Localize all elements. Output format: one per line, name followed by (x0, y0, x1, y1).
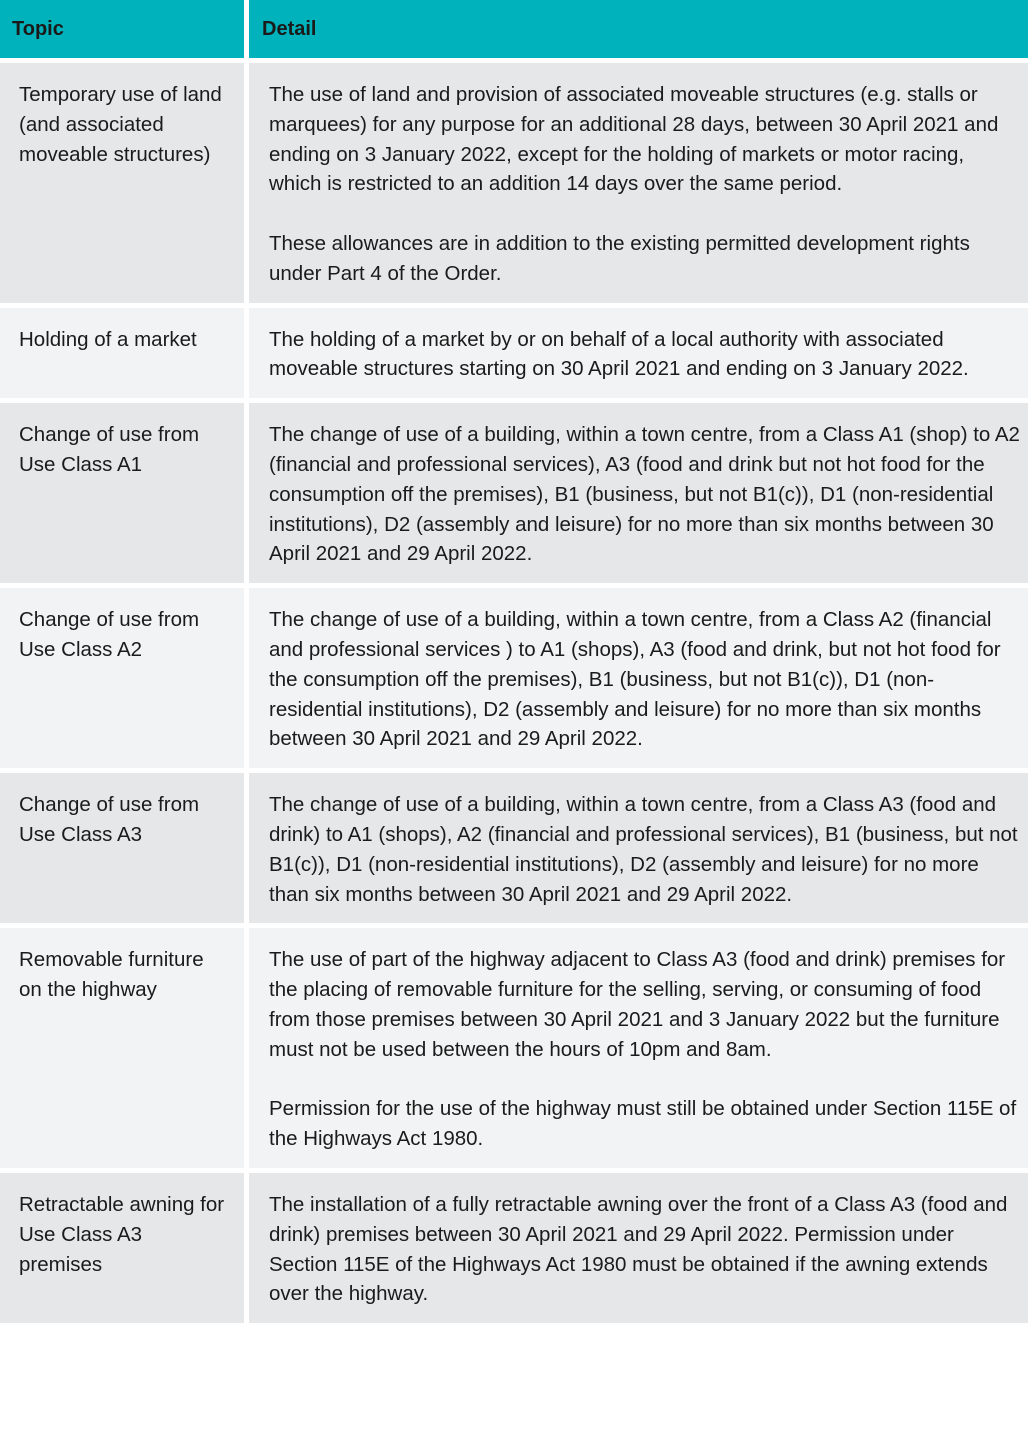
detail-cell (249, 928, 1028, 1168)
topic-cell: Removable furniture on the highway (0, 928, 244, 1168)
detail-paragraph: These allowances are in addition to the existing permitted development rights under Part 4 of the Order. (269, 231, 970, 285)
detail-paragraph: The change of use of a building, within a town centre, from a Class A3 (food and drink) to A1 (shops), A2 (financial and professional services), B1 (business, but not B1(c)), D1 (non-residential institutions), D2 (assembly and leisure) for no more than six months between 30 April 2021 and 29 April 2022. (269, 793, 1018, 906)
topic-column-header: Topic (0, 0, 244, 58)
table-row (0, 403, 1028, 583)
detail-cell (249, 63, 1028, 303)
topic-cell: Change of use from Use Class A1 (0, 403, 244, 583)
table-row (0, 1173, 1028, 1323)
detail-paragraph: The change of use of a building, within a town centre, from a Class A1 (shop) to A2 (financial and professional services), A3 (food and drink but not hot food for the consumption off the premises), B1 (business, but not B1(c)), D1 (non-residential institutions), D2 (assembly and leisure) for no more than six months between 30 April 2021 and 29 April 2022. (269, 423, 1020, 566)
detail-column-header: Detail (249, 0, 1028, 58)
topic-cell: Change of use from Use Class A3 (0, 773, 244, 923)
detail-cell (249, 1173, 1028, 1323)
table-row (0, 588, 1028, 768)
topic-cell: Retractable awning for Use Class A3 premises (0, 1173, 244, 1323)
detail-paragraph: The installation of a fully retractable awning over the front of a Class A3 (food and drink) premises between 30 April 2021 and 29 April 2022. Permission under Section 115E of the Highways Act 1980 must be obtained if the awning extends over the highway. (269, 1192, 1008, 1306)
table-row (0, 928, 1028, 1168)
detail-cell (249, 773, 1028, 923)
detail-paragraph: Permission for the use of the highway must still be obtained under Section 115E of the Highways Act 1980. (269, 1097, 1017, 1151)
detail-paragraph: The use of land and provision of associated moveable structures (e.g. stalls or marquees) for any purpose for an additional 28 days, between 30 April 2021 and ending on 3 January 2022, except for the holding of markets or motor racing, which is restricted to an addition 14 days over the same period. (269, 83, 999, 196)
table-row (0, 773, 1028, 923)
detail-cell (249, 308, 1028, 399)
detail-cell (249, 403, 1028, 583)
detail-paragraph: The change of use of a building, within a town centre, from a Class A2 (financial and professional services ) to A1 (shops), A3 (food and drink, but not hot food for the consumption off the premises), B1 (business, but not B1(c)), D1 (non-residential institutions), D2 (assembly and leisure) for no more than six months between 30 April 2021 and 29 April 2022. (269, 608, 1001, 751)
table-row (0, 63, 1028, 303)
topic-cell: Holding of a market (0, 308, 244, 399)
detail-paragraph: The use of part of the highway adjacent to Class A3 (food and drink) premises for the placing of removable furniture for the selling, serving, or consuming of food from those premises between 30 April 2021 and 3 January 2022 but the furniture must not be used between the hours of 10pm and 8am. (269, 948, 1006, 1061)
table-row (0, 308, 1028, 399)
topic-cell: Change of use from Use Class A2 (0, 588, 244, 768)
topic-cell: Temporary use of land (and associated moveable structures) (0, 63, 244, 303)
detail-paragraph: The holding of a market by or on behalf of a local authority with associated moveable structures starting on 30 April 2021 and ending on 3 January 2022. (269, 327, 969, 381)
table-header (0, 0, 1028, 58)
detail-cell (249, 588, 1028, 768)
